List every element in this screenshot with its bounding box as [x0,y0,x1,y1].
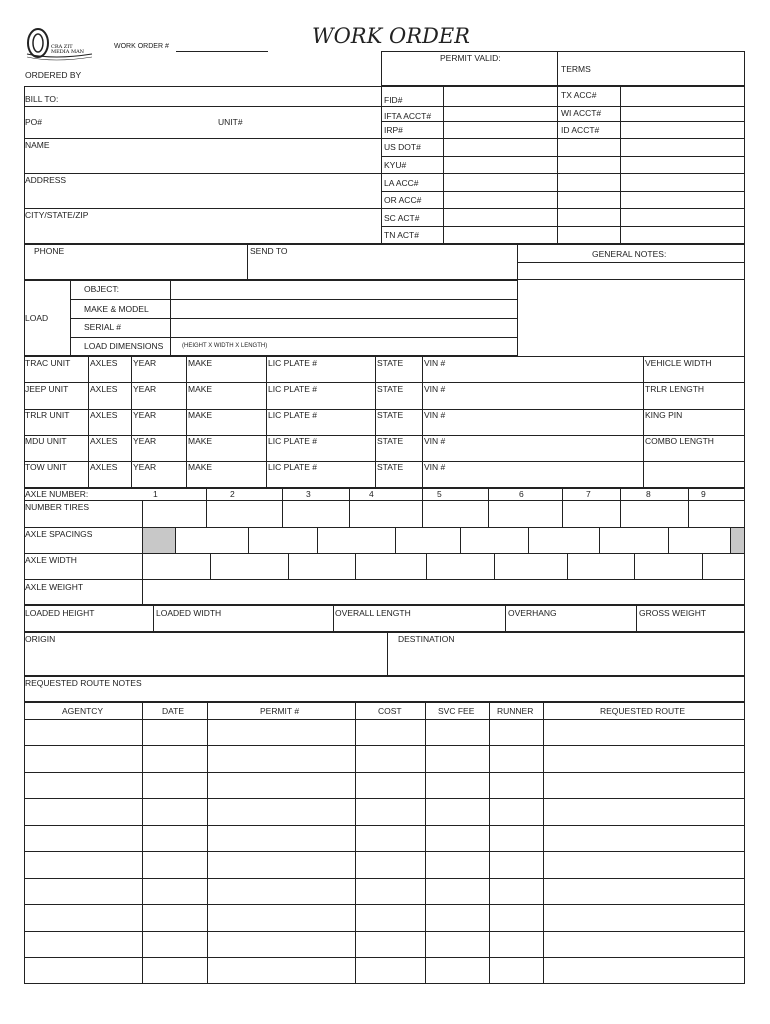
vehicle-plate-label: LIC PLATE # [268,410,317,420]
trlr-length-label: TRLR LENGTH [645,384,705,394]
loaded-width-label: LOADED WIDTH [156,608,222,618]
load-dimensions-hint: (HEIGHT X WIDTH X LENGTH) [182,343,268,349]
vehicle-vin-label: VIN # [424,410,446,420]
account-label-irp: IRP# [384,125,403,135]
vehicle-vin-label: VIN # [424,384,446,394]
vehicle-unit-jeep: JEEP UNIT [25,384,69,394]
permit-col-agentcy: AGENTCY [62,706,104,716]
origin-label: ORIGIN [25,634,56,644]
account-label-id: ID ACCT# [561,125,600,135]
permit-col-requested-route: REQUESTED ROUTE [600,706,686,716]
work-order-number-label: WORK ORDER # [114,43,169,50]
po-label: PO# [25,117,43,127]
permit-col-runner: RUNNER [497,706,534,716]
axle-table [24,488,745,605]
logo-text-line1: CRA ZIT [51,44,73,50]
vehicle-state-label: STATE [377,358,404,368]
combo-length-label: COMBO LENGTH [645,436,714,446]
gross-weight-label: GROSS WEIGHT [639,608,707,618]
vehicle-axles-label: AXLES [90,410,118,420]
vehicle-make-label: MAKE [188,410,213,420]
king-pin-label: KING PIN [645,410,683,420]
account-label-wi: WI ACCT# [561,108,602,118]
address-label: ADDRESS [25,175,67,185]
loaded-height-label: LOADED HEIGHT [25,608,95,618]
axle-number-2: 2 [230,489,235,499]
axle-number-6: 6 [519,489,524,499]
overhang-label: OVERHANG [508,608,557,618]
page-title: WORK ORDER [312,24,470,48]
vehicle-plate-label: LIC PLATE # [268,358,317,368]
account-label-or: OR ACC# [384,195,422,205]
vehicle-vin-label: VIN # [424,358,446,368]
company-logo-icon [24,26,94,62]
vehicle-state-label: STATE [377,462,404,472]
phone-label: PHONE [34,246,65,256]
vehicle-year-label: YEAR [133,384,157,394]
object-label: OBJECT: [84,284,119,294]
axle-spacing-shade-start [143,528,175,553]
account-label-la: LA ACC# [384,178,419,188]
requested-route-notes-label: REQUESTED ROUTE NOTES [25,678,142,688]
load-dimensions-label: LOAD DIMENSIONS [84,341,164,351]
permit-col-svc-fee: SVC FEE [438,706,475,716]
vehicle-make-label: MAKE [188,358,213,368]
axle-spacing-shade-end [730,528,744,553]
axle-width-label: AXLE WIDTH [25,555,77,565]
vehicle-unit-trac: TRAC UNIT [25,358,71,368]
axle-number-label: AXLE NUMBER: [25,489,89,499]
permit-col-cost: COST [378,706,402,716]
terms-label: TERMS [561,64,591,74]
account-label-tn: TN ACT# [384,230,419,240]
overall-length-label: OVERALL LENGTH [335,608,411,618]
permit-col-date: DATE [162,706,185,716]
destination-label: DESTINATION [398,634,455,644]
vehicle-width-label: VEHICLE WIDTH [645,358,712,368]
vehicle-axles-label: AXLES [90,358,118,368]
make-model-label: MAKE & MODEL [84,304,149,314]
vehicle-year-label: YEAR [133,462,157,472]
serial-label: SERIAL # [84,322,122,332]
vehicle-year-label: YEAR [133,358,157,368]
account-label-ifta: IFTA ACCT# [384,111,432,121]
vehicle-plate-label: LIC PLATE # [268,436,317,446]
account-label-sc: SC ACT# [384,213,420,223]
vehicle-axles-label: AXLES [90,436,118,446]
send-to-label: SEND TO [250,246,288,256]
axle-number-1: 1 [153,489,158,499]
vehicle-plate-label: LIC PLATE # [268,384,317,394]
account-label-fid: FID# [384,95,403,105]
vehicle-year-label: YEAR [133,436,157,446]
origin-destination-row [24,632,745,676]
axle-number-5: 5 [437,489,442,499]
vehicle-vin-label: VIN # [424,436,446,446]
vehicle-state-label: STATE [377,410,404,420]
vehicle-axles-label: AXLES [90,462,118,472]
vehicle-unit-trlr: TRLR UNIT [25,410,70,420]
permit-valid-label: PERMIT VALID: [440,53,501,63]
axle-number-4: 4 [369,489,374,499]
general-notes-label: GENERAL NOTES: [592,249,667,259]
load-label: LOAD [25,313,49,323]
axle-number-9: 9 [701,489,706,499]
vehicle-make-label: MAKE [188,436,213,446]
vehicle-vin-label: VIN # [424,462,446,472]
vehicle-make-label: MAKE [188,384,213,394]
vehicle-axles-label: AXLES [90,384,118,394]
permit-col-permit: PERMIT # [260,706,300,716]
unit-label: UNIT# [218,117,243,127]
axle-spacings-label: AXLE SPACINGS [25,529,93,539]
vehicle-state-label: STATE [377,384,404,394]
logo-text-line2: MEDIA MAN [51,49,85,55]
vehicle-unit-tow: TOW UNIT [25,462,67,472]
city-state-zip-label: CITY/STATE/ZIP [25,210,89,220]
bill-to-label: BILL TO: [25,94,59,104]
account-label-kyu: KYU# [384,160,407,170]
axle-number-8: 8 [646,489,651,499]
vehicle-unit-mdu: MDU UNIT [25,436,67,446]
vehicle-state-label: STATE [377,436,404,446]
work-order-number-line [176,51,268,52]
account-label-tx: TX ACC# [561,90,597,100]
vehicle-year-label: YEAR [133,410,157,420]
account-label-usdot: US DOT# [384,142,421,152]
axle-number-3: 3 [306,489,311,499]
vehicle-make-label: MAKE [188,462,213,472]
ordered-by-label: ORDERED BY [25,70,82,80]
number-tires-label: NUMBER TIRES [25,502,90,512]
vehicle-plate-label: LIC PLATE # [268,462,317,472]
axle-number-7: 7 [586,489,591,499]
name-label: NAME [25,140,50,150]
axle-weight-label: AXLE WEIGHT [25,582,84,592]
